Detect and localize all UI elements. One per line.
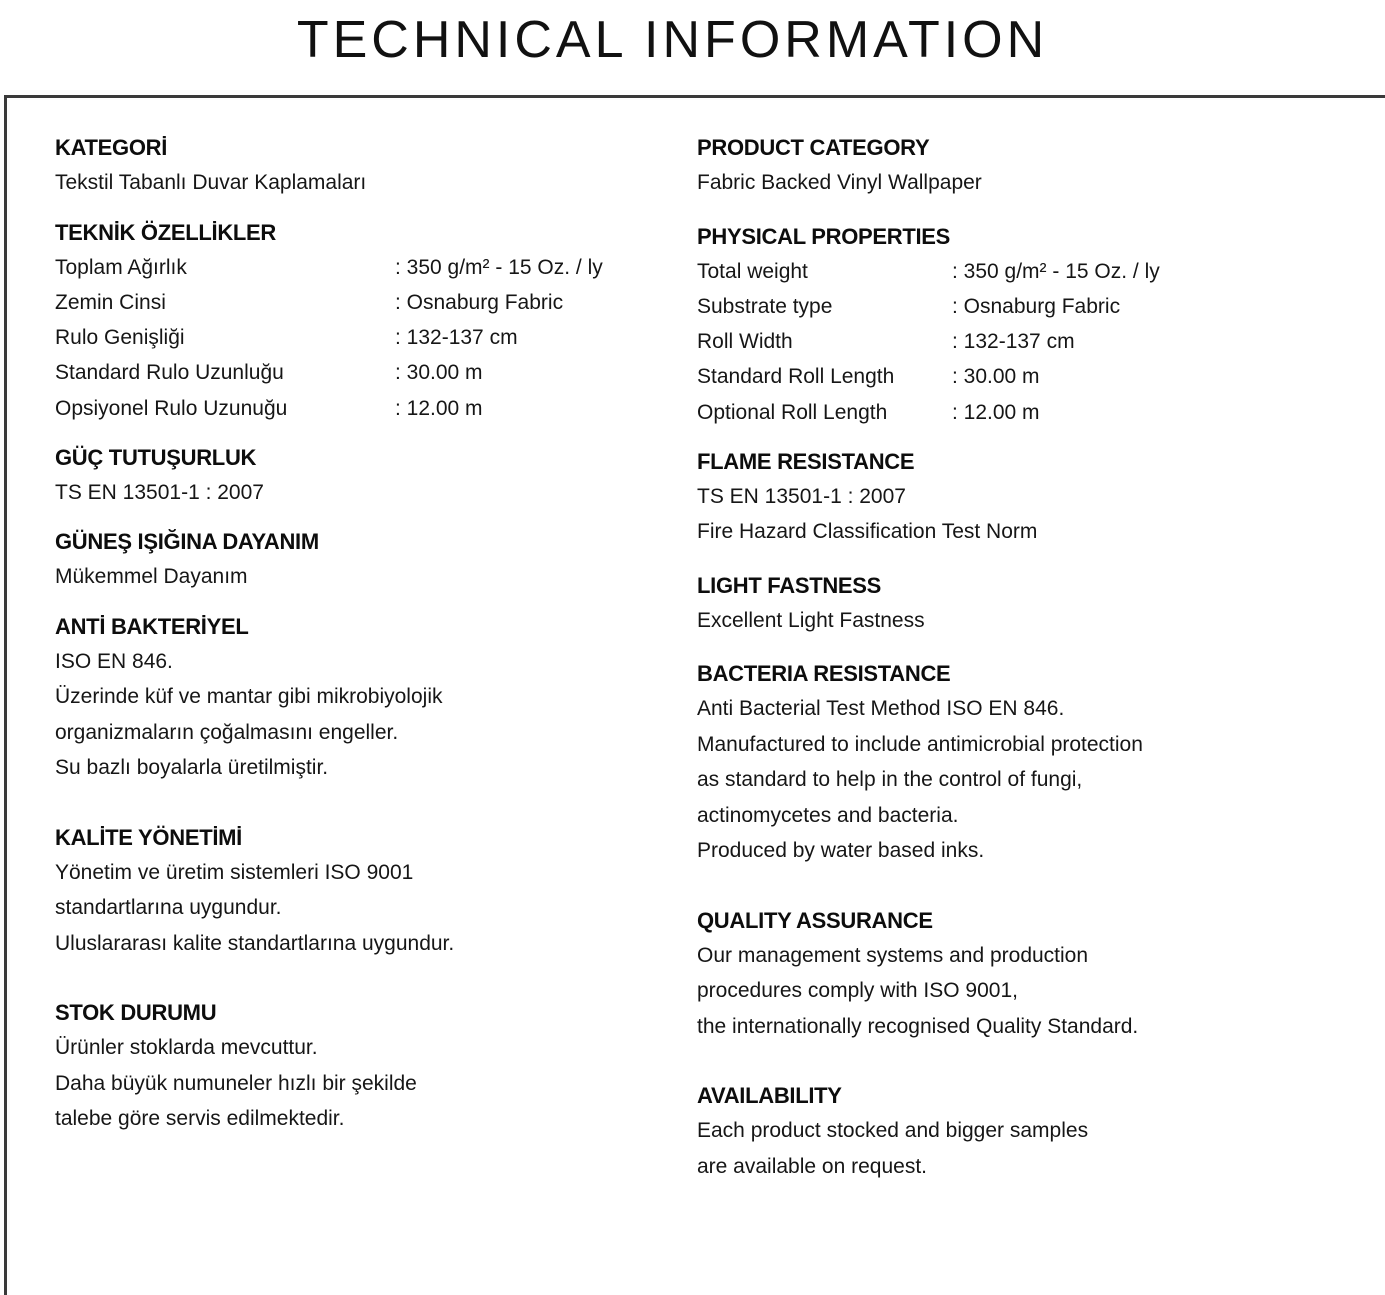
section-line: Our management systems and production bbox=[697, 943, 1089, 967]
section-line: Daha büyük numuneler hızlı bir şekilde bbox=[55, 1071, 417, 1095]
section-line: Excellent Light Fastness bbox=[697, 608, 925, 632]
section-line: Su bazlı boyalarla üretilmiştir. bbox=[55, 756, 329, 780]
quality-section-tr bbox=[55, 820, 655, 962]
section-line: are available on request. bbox=[697, 1154, 927, 1178]
section-line: actinomycetes and bacteria. bbox=[697, 803, 959, 827]
property-value: : 30.00 m bbox=[952, 365, 1040, 389]
section-line: Ürünler stoklarda mevcuttur. bbox=[55, 1036, 318, 1060]
section-line: talebe göre servis edilmektedir. bbox=[55, 1107, 345, 1131]
page-title: TECHNICAL INFORMATION bbox=[296, 11, 1049, 69]
property-value: : Osnaburg Fabric bbox=[952, 294, 1121, 318]
section-line: Üzerinde küf ve mantar gibi mikrobiyolojik bbox=[55, 685, 443, 709]
property-label: Toplam Ağırlık bbox=[55, 255, 187, 279]
section-heading: AVAILABILITY bbox=[697, 1083, 842, 1109]
light-section-en bbox=[697, 568, 1357, 639]
quality-section-en bbox=[697, 903, 1357, 1045]
property-label: Total weight bbox=[697, 259, 808, 283]
flame-section-en bbox=[697, 444, 1357, 550]
property-value: : Osnaburg Fabric bbox=[395, 290, 564, 314]
availability-section-tr bbox=[55, 995, 655, 1137]
properties-section-en bbox=[697, 219, 1357, 430]
section-heading: ANTİ BAKTERİYEL bbox=[55, 613, 249, 639]
section-heading: FLAME RESISTANCE bbox=[697, 448, 915, 474]
right-column-english bbox=[697, 130, 1357, 1184]
section-heading: STOK DURUMU bbox=[55, 1000, 217, 1026]
section-line: procedures comply with ISO 9001, bbox=[697, 979, 1018, 1003]
property-value: : 350 g/m² - 15 Oz. / ly bbox=[952, 259, 1160, 283]
property-value: : 30.00 m bbox=[395, 361, 483, 385]
property-row bbox=[55, 355, 655, 390]
section-line: Each product stocked and bigger samples bbox=[697, 1119, 1089, 1143]
section-line: Anti Bacterial Test Method ISO EN 846. bbox=[697, 697, 1065, 721]
section-line: TS EN 13501-1 : 2007 bbox=[55, 480, 264, 504]
section-line: the internationally recognised Quality Standard. bbox=[697, 1014, 1139, 1038]
section-line: Uluslararası kalite standartlarına uygundur. bbox=[55, 931, 455, 955]
bacteria-section-tr bbox=[55, 609, 655, 786]
section-heading: PRODUCT CATEGORY bbox=[697, 135, 930, 160]
section-line: ISO EN 846. bbox=[55, 649, 173, 673]
property-row bbox=[55, 250, 655, 285]
section-line: TS EN 13501-1 : 2007 bbox=[697, 484, 906, 508]
property-label: Substrate type bbox=[697, 294, 833, 318]
section-line: Fabric Backed Vinyl Wallpaper bbox=[697, 171, 982, 194]
property-value: : 350 g/m² - 15 Oz. / ly bbox=[395, 255, 603, 279]
property-row bbox=[697, 254, 1357, 289]
section-heading: KATEGORİ bbox=[55, 135, 168, 160]
property-row bbox=[697, 324, 1357, 359]
property-value: : 12.00 m bbox=[395, 396, 483, 420]
property-row bbox=[55, 285, 655, 320]
section-heading: QUALITY ASSURANCE bbox=[697, 907, 933, 933]
properties-section-tr bbox=[55, 215, 655, 426]
property-label: Standard Rulo Uzunluğu bbox=[55, 361, 284, 385]
section-line: Tekstil Tabanlı Duvar Kaplamaları bbox=[55, 171, 367, 194]
category-section-tr bbox=[55, 130, 655, 201]
section-heading: BACTERIA RESISTANCE bbox=[697, 661, 951, 687]
property-row bbox=[55, 391, 655, 426]
property-label: Opsiyonel Rulo Uzunuğu bbox=[55, 396, 288, 420]
bacteria-section-en bbox=[697, 656, 1357, 869]
property-value: : 132-137 cm bbox=[952, 330, 1075, 354]
section-heading: LIGHT FASTNESS bbox=[697, 572, 882, 598]
property-label: Optional Roll Length bbox=[697, 400, 888, 424]
property-row bbox=[697, 395, 1357, 430]
section-heading: PHYSICAL PROPERTIES bbox=[697, 223, 951, 249]
property-row bbox=[697, 289, 1357, 324]
section-heading: KALİTE YÖNETİMİ bbox=[55, 824, 242, 850]
property-label: Rulo Genişliği bbox=[55, 326, 185, 350]
property-value: : 132-137 cm bbox=[395, 326, 518, 350]
availability-section-en bbox=[697, 1078, 1357, 1184]
flame-section-tr bbox=[55, 440, 655, 511]
section-line: Fire Hazard Classification Test Norm bbox=[697, 520, 1038, 544]
section-heading: GÜNEŞ IŞIĞINA DAYANIM bbox=[55, 529, 319, 555]
property-label: Roll Width bbox=[697, 330, 793, 354]
property-row bbox=[697, 359, 1357, 394]
section-line: Manufactured to include antimicrobial protection bbox=[697, 732, 1143, 756]
left-column-turkish bbox=[55, 130, 655, 1137]
section-line: organizmaların çoğalmasını engeller. bbox=[55, 720, 399, 744]
section-line: Mükemmel Dayanım bbox=[55, 565, 248, 589]
category-section-en bbox=[697, 130, 1357, 201]
property-row bbox=[55, 320, 655, 355]
section-heading: TEKNİK ÖZELLİKLER bbox=[55, 219, 277, 245]
section-line: Produced by water based inks. bbox=[697, 839, 985, 863]
property-label: Zemin Cinsi bbox=[55, 290, 166, 314]
section-line: as standard to help in the control of fungi, bbox=[697, 768, 1083, 792]
section-heading: GÜÇ TUTUŞURLUK bbox=[55, 444, 257, 470]
light-section-tr bbox=[55, 524, 655, 595]
section-line: Yönetim ve üretim sistemleri ISO 9001 bbox=[55, 860, 414, 884]
property-label: Standard Roll Length bbox=[697, 365, 895, 389]
property-value: : 12.00 m bbox=[952, 400, 1040, 424]
section-line: standartlarına uygundur. bbox=[55, 896, 282, 920]
